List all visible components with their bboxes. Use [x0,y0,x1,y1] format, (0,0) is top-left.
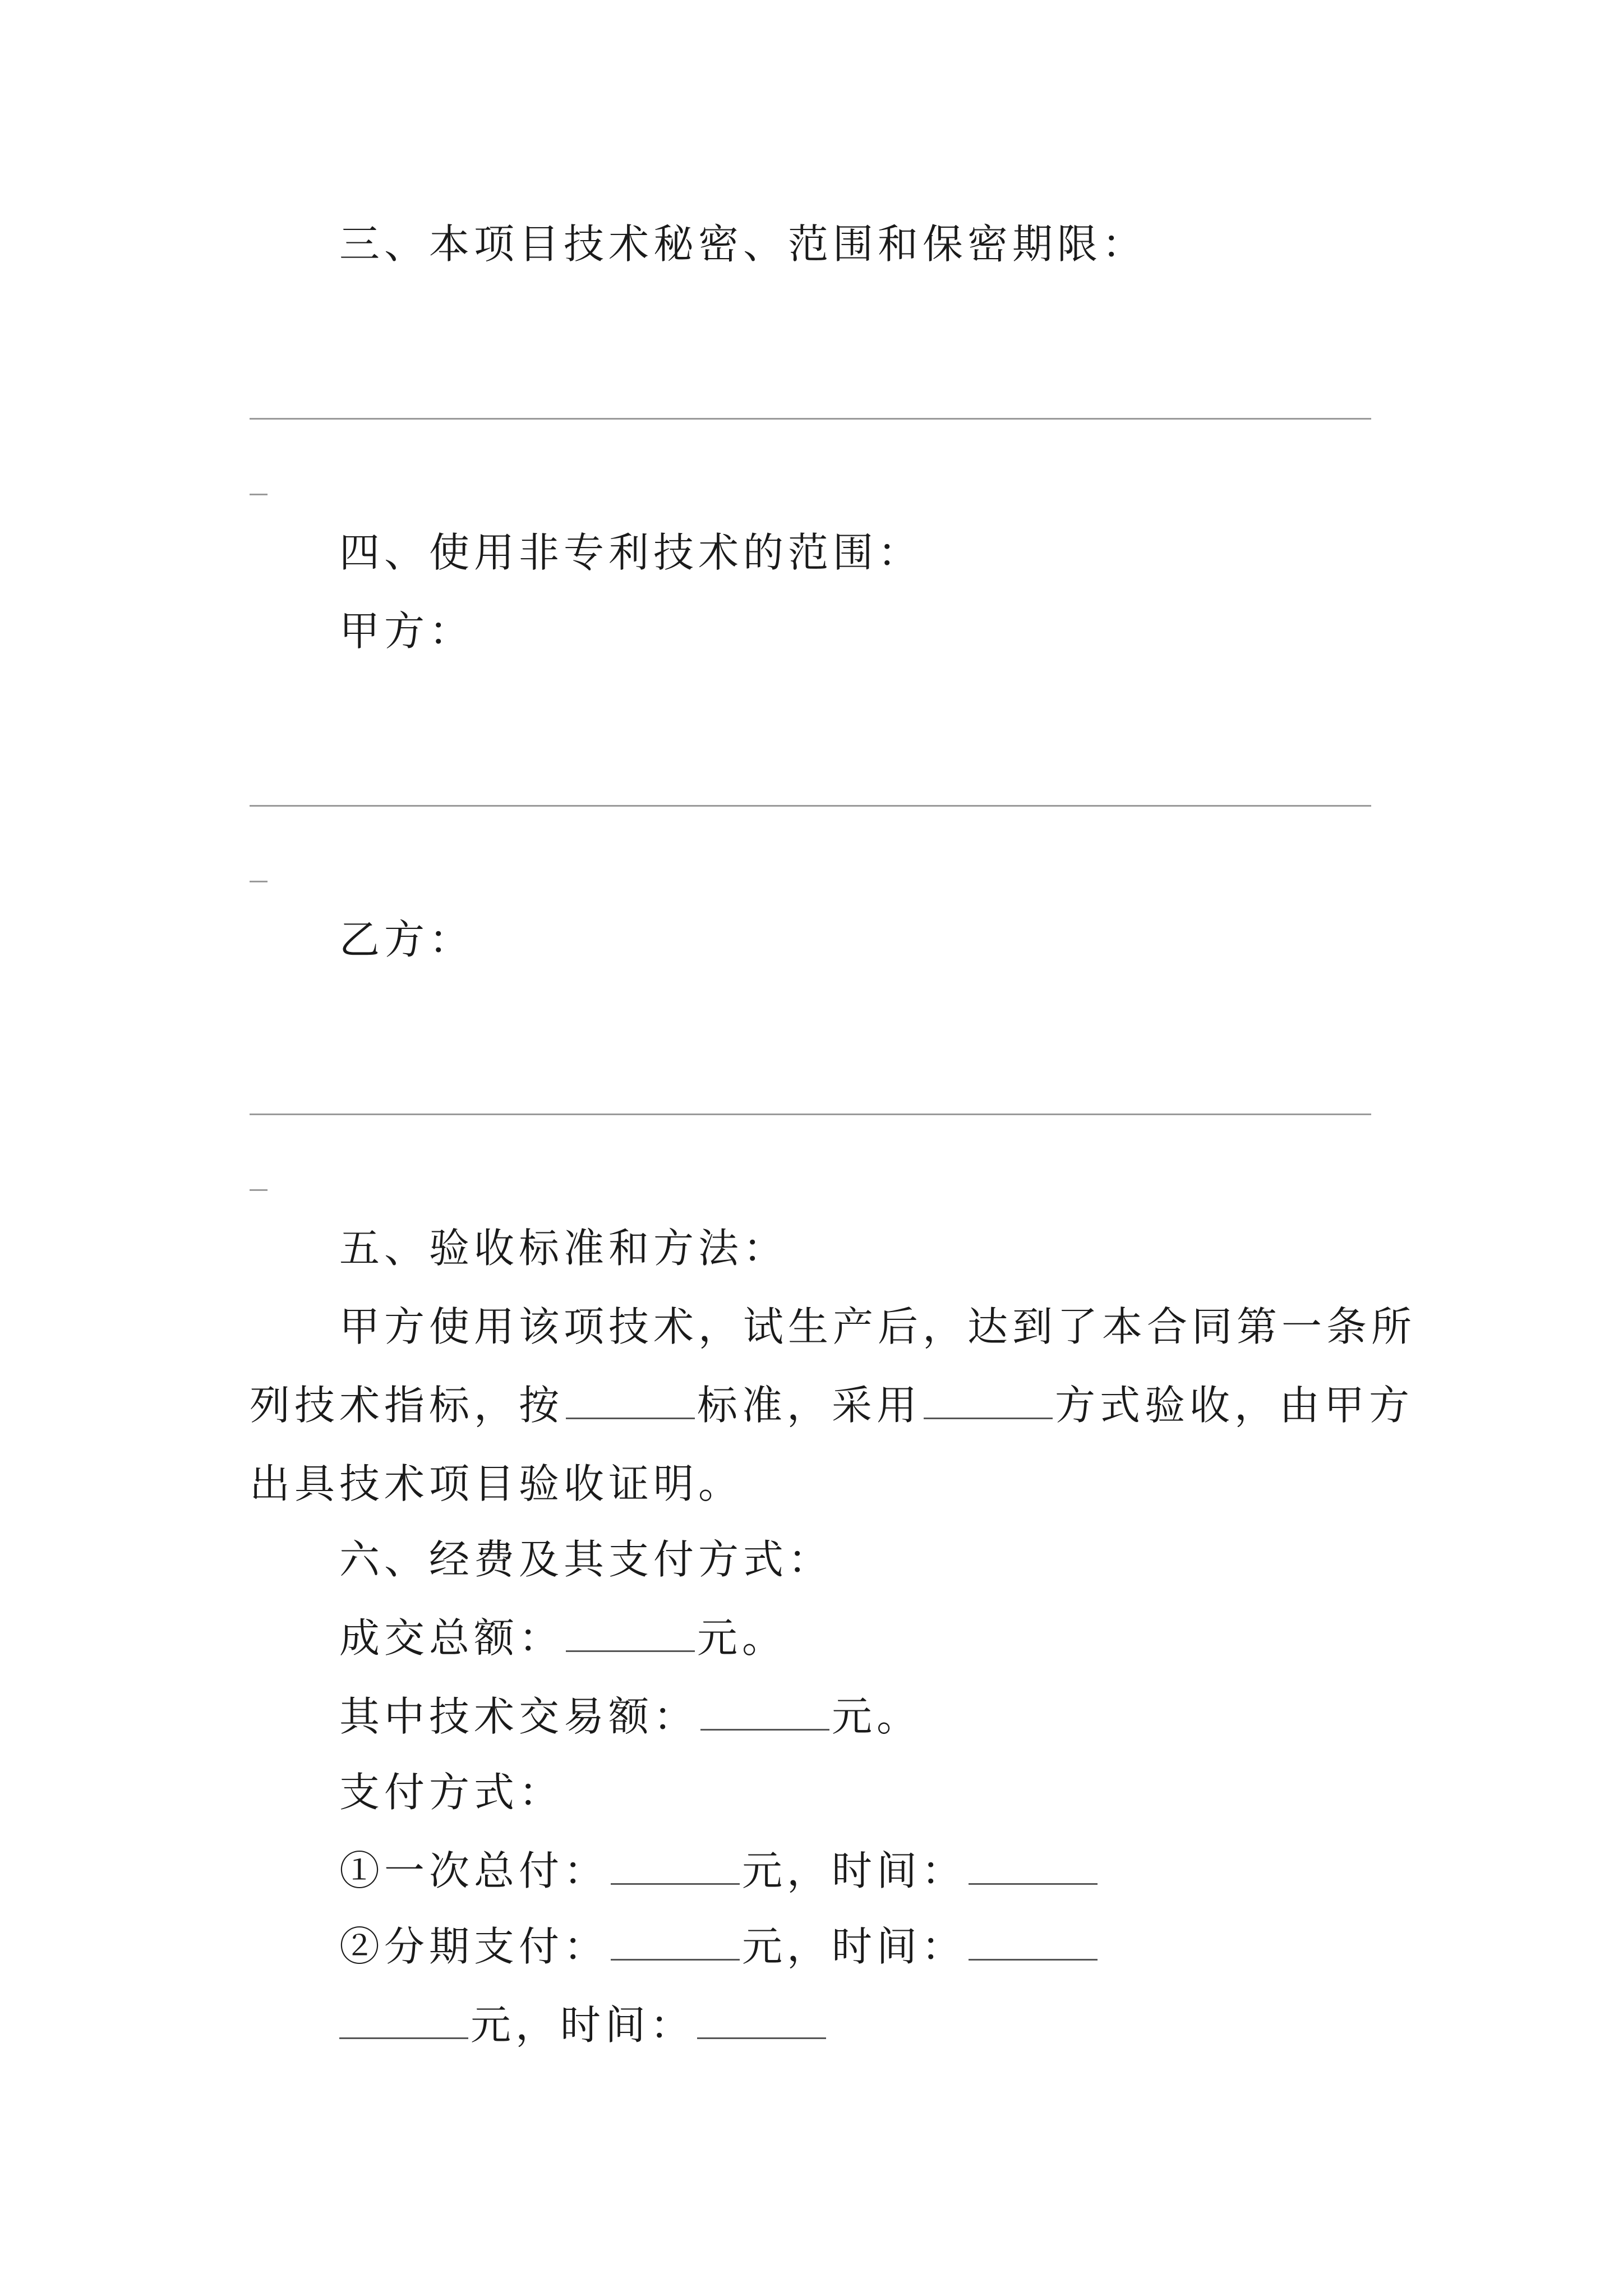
installment-2-time-label: 时间： [560,2001,695,2049]
tech-amount-line [339,1688,921,1745]
lump-sum-time-blank [969,1849,1098,1885]
total-amount-unit: 元。 [697,1614,787,1662]
installment-2-amount-blank [339,2004,468,2039]
standard-blank [566,1384,695,1419]
fill-line-tail [250,881,268,882]
section-3-heading: 三、本项目技术秘密、范围和保密期限： [339,220,1147,268]
installment-line-1 [339,1918,1100,1975]
method-blank [924,1384,1053,1419]
total-amount-label: 成交总额： [339,1614,564,1662]
fill-line-tail [250,494,268,495]
total-amount-blank [566,1617,695,1652]
fill-line [250,1114,1371,1115]
fill-line-tail [250,1189,268,1191]
tech-amount-label: 其中技术交易额： [339,1693,699,1740]
lump-sum-line [339,1843,1100,1899]
fill-line [250,805,1371,807]
installment-time-blank [969,1925,1098,1961]
payment-method-label: 支付方式： [339,1769,564,1816]
installment-time-label: 时间： [832,1923,967,1970]
tech-amount-blank [700,1695,829,1731]
installment-line-2 [339,1997,828,2053]
acceptance-text-b: 标准，采用 [697,1382,922,1429]
acceptance-paragraph-line-2 [250,1377,1414,1433]
installment-2-time-blank [697,2004,826,2039]
tech-amount-unit: 元。 [832,1693,922,1740]
installment-label: ②分期支付： [339,1923,609,1970]
party-a-label: 甲方： [339,608,474,655]
lump-sum-amount-blank [611,1849,740,1885]
lump-sum-time-label: 时间： [832,1847,967,1894]
installment-yuan: 元， [742,1923,832,1970]
acceptance-paragraph-line-1: 甲方使用该项技术，试生产后，达到了本合同第一条所 [339,1303,1417,1350]
fill-line [250,418,1371,420]
lump-sum-yuan: 元， [742,1847,832,1894]
acceptance-paragraph-line-3: 出具技术项目验收证明。 [250,1460,744,1507]
installment-amount-blank [611,1925,740,1961]
total-amount-line [339,1610,787,1666]
acceptance-text-c: 方式验收，由甲方 [1055,1382,1414,1429]
acceptance-text-a: 列技术指标，按 [250,1382,564,1429]
installment-2-yuan: 元， [471,2001,561,2049]
section-4-heading: 四、使用非专利技术的范围： [339,529,923,576]
section-6-heading: 六、经费及其支付方式： [339,1536,833,1583]
section-5-heading: 五、验收标准和方法： [339,1225,789,1272]
party-b-label: 乙方： [339,916,474,963]
lump-sum-label: ①一次总付： [339,1847,609,1894]
